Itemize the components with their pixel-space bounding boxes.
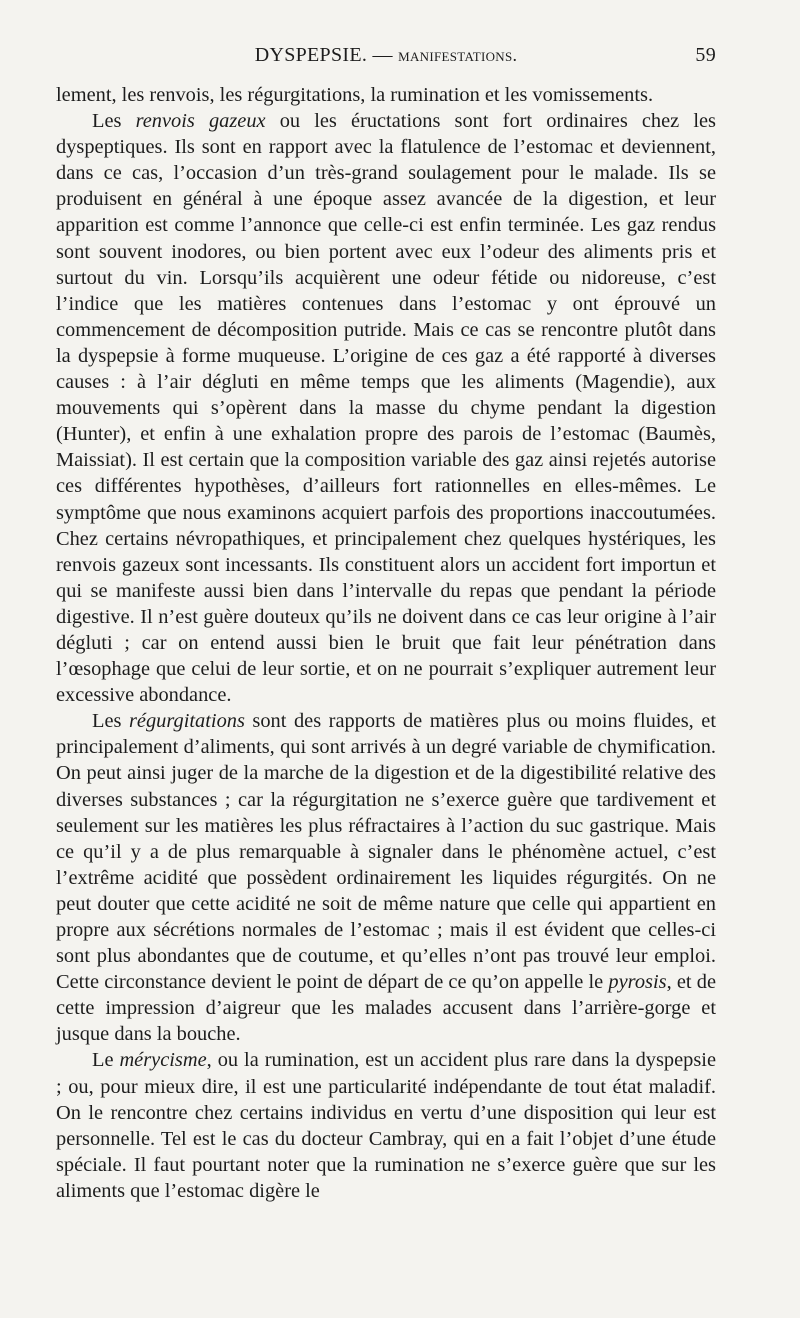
p3-text-a: Les xyxy=(92,710,129,733)
p4-text-a: Le xyxy=(92,1049,120,1072)
p3-emphasis: régurgitations xyxy=(128,710,245,733)
title-dash: — xyxy=(367,44,399,66)
title-section: manifestations. xyxy=(398,45,518,65)
paragraph-1: lement, les renvois, les régurgitations, la rumination et les vomissements. xyxy=(56,84,654,106)
running-header xyxy=(56,40,716,82)
running-title xyxy=(56,44,716,67)
p3-text-c: , et de cette impression d’aigreur que les malades accusent dans l’arrière-gorge et jusque dans la bouche. xyxy=(56,971,716,1046)
p4-emphasis: mérycisme xyxy=(119,1049,207,1072)
title-main: DYSPEPSIE. xyxy=(254,44,368,66)
page-number: 59 xyxy=(695,44,716,66)
p3-emphasis-2: pyrosis xyxy=(608,971,667,994)
body-text xyxy=(56,82,716,1204)
p2-emphasis: renvois gazeux xyxy=(135,110,266,133)
paragraph-3 xyxy=(56,708,716,1047)
p2-text-a: Les xyxy=(92,110,136,133)
paragraph-2 xyxy=(56,108,716,708)
p3-text-b: sont des rapports de matières plus ou moins fluides, et principalement d’aliments, qui sont arrivés à un degré variable de chymification. On peut ainsi juger de la marche de la digestion et de la digestibilité relative des diverses substances ; car la régurgitation ne s’exerce guère que tardivement et seulement sur les matières les plus réfractaires à l’action du suc gastrique. Mais ce qu’il y a de plus remarquable à signaler dans le phénomène actuel, c’est l’extrême acidité que possèdent ordinairement les liquides régurgités. On ne peut douter que cette acidité ne soit de même nature que celle qui appartient en propre aux sécrétions normales de l’estomac ; mais il est évident que celles-ci sont plus abondantes que de coutume, et qu’elles n’ont pas trouvé leur emploi. Cette circonstance devient le point de départ de ce qu’on appelle le xyxy=(56,710,716,994)
p2-text-b: ou les éructations sont fort ordinaires chez les dyspeptiques. Ils sont en rapport avec la flatulence de l’estomac et deviennent, dans ce cas, l’occasion d’un très-grand soulagement pour le malade. Ils se produisent en général à une époque assez avancée de la digestion, et leur apparition est comme l’annonce que celle-ci est enfin terminée. Les gaz rendus sont souvent inodores, ou bien portent avec eux l’odeur des aliments pris et surtout du vin. Lorsqu’ils acquièrent une odeur fétide ou nidoreuse, c’est l’indice que les matières contenues dans l’estomac y ont éprouvé un commencement de décomposition putride. Mais ce cas se rencontre plutôt dans la dyspepsie à forme muqueuse. L’origine de ces gaz a été rapporté à diverses causes : à l’air dégluti en même temps que les aliments (Magendie), aux mouvements qui s’opèrent dans la masse du chyme pendant la digestion (Hunter), et enfin à une exhalation propre des parois de l’estomac (Baumès, Maissiat). Il est certain que la composition variable des gaz ainsi rejetés autorise ces différentes hypothèses, d’ailleurs fort rationnelles en elles-mêmes. Le symptôme que nous examinons acquiert parfois des proportions inaccoutumées. Chez certains névropathiques, et principalement chez quelques hystériques, les renvois gazeux sont incessants. Ils constituent alors un accident fort importun et qui se manifeste aussi bien dans l’intervalle du repas que pendant la période digestive. Il n’est guère douteux qu’ils ne doivent dans ce cas leur origine à l’air dégluti ; car on entend aussi bien le bruit que fait leur pénétration dans l’œsophage que celui de leur sortie, et on ne pourrait s’expliquer autrement leur excessive abondance. xyxy=(56,110,716,707)
paragraph-4 xyxy=(56,1047,716,1204)
p4-text-b: , ou la rumination, est un accident plus rare dans la dyspepsie ; ou, pour mieux dire, il est une particularité indépendante de tout état maladif. On le rencontre chez certains individus en vertu d’une disposition qui leur est personnelle. Tel est le cas du docteur Cambray, qui en a fait l’objet d’une étude spéciale. Il faut pourtant noter que la rumination ne s’exerce guère que sur les aliments que l’estomac digère le xyxy=(56,1049,716,1202)
